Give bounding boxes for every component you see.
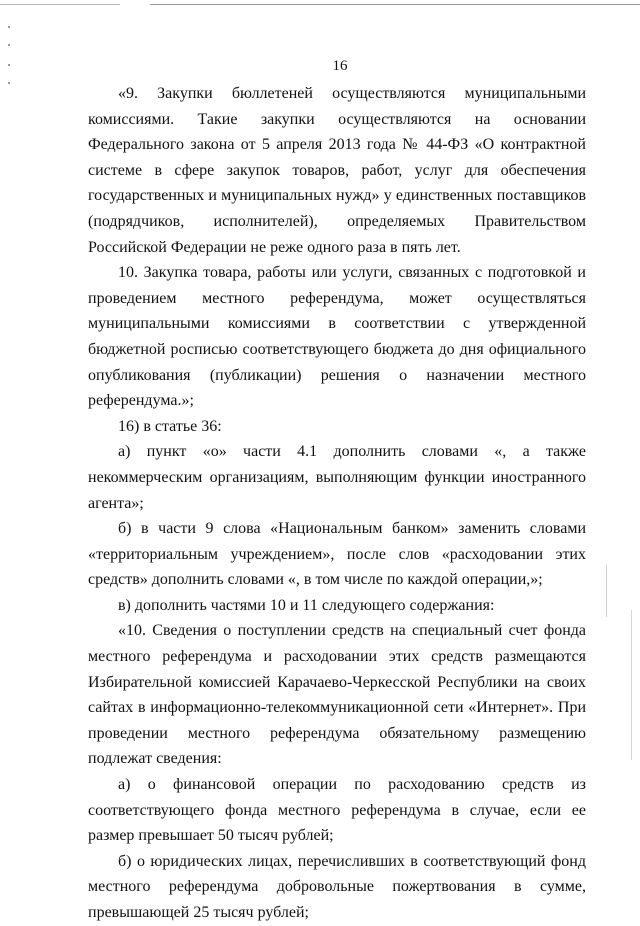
paragraph-10-info: «10. Сведения о поступлении средств на специальный счет фонда местного референдума и расходовании этих средств размещаются Избирательной комиссией Карачаево-Черкесской Республики на своих сайтах в информационно-телекоммуникационной сети «Интернет». При проведении местного референдума обязательному размещению подлежат сведения: xyxy=(88,622,586,768)
paragraph-9: «9. Закупки бюллетеней осуществляются муниципальными комиссиями. Такие закупки осуществляются на основании Федерального закона от 5 апреля 2013 года № 44-ФЗ «О контрактной системе в сфере закупок товаров, работ, услуг для обеспечения государственных и муниципальных нужд» у единственных поставщиков (подрядчиков, исполнителей), определяемых Правительством Российской Федерации не реже одного раза в пять лет. xyxy=(88,85,586,256)
far-right-scan-mark xyxy=(631,610,632,760)
paragraph-10: 10. Закупка товара, работы или услуги, связанных с подготовкой и проведением местного референдума, может осуществляться муниципальными комиссиями в соответствии с утвержденной бюджетной росписью соответствующего бюджета до дня официального опубликования (публикации) решения о назначении местного референдума.»; xyxy=(88,264,586,410)
left-scan-marks xyxy=(8,26,11,86)
document-body xyxy=(88,81,586,926)
page-number: 16 xyxy=(332,58,348,74)
paragraph-16-article-36: 16) в статье 36: xyxy=(118,417,222,435)
top-scan-rule-right xyxy=(150,4,640,5)
right-scan-mark xyxy=(606,565,607,617)
paragraph-subitem-a: а) о финансовой операции по расходованию средств из соответствующего фонда местного референдума в случае, если ее размер превышает 50 тысяч рублей; xyxy=(88,776,586,845)
paragraph-item-v: в) дополнить частями 10 и 11 следующего содержания: xyxy=(118,596,495,614)
paragraph-subitem-b: б) о юридических лицах, перечисливших в соответствующий фонд местного референдума добровольные пожертвования в сумме, превышающей 25 тысяч рублей; xyxy=(88,852,586,921)
paragraph-item-b: б) в части 9 слова «Национальным банком» заменить словами «территориальным учреждением», после слов «расходовании этих средств» дополнить словами «, в том числе по каждой операции,»; xyxy=(88,520,586,589)
top-scan-rule-left xyxy=(0,4,120,5)
paragraph-item-a: а) пункт «о» части 4.1 дополнить словами «, а также некоммерческим организациям, выполняющим функции иностранного агента»; xyxy=(88,443,586,512)
